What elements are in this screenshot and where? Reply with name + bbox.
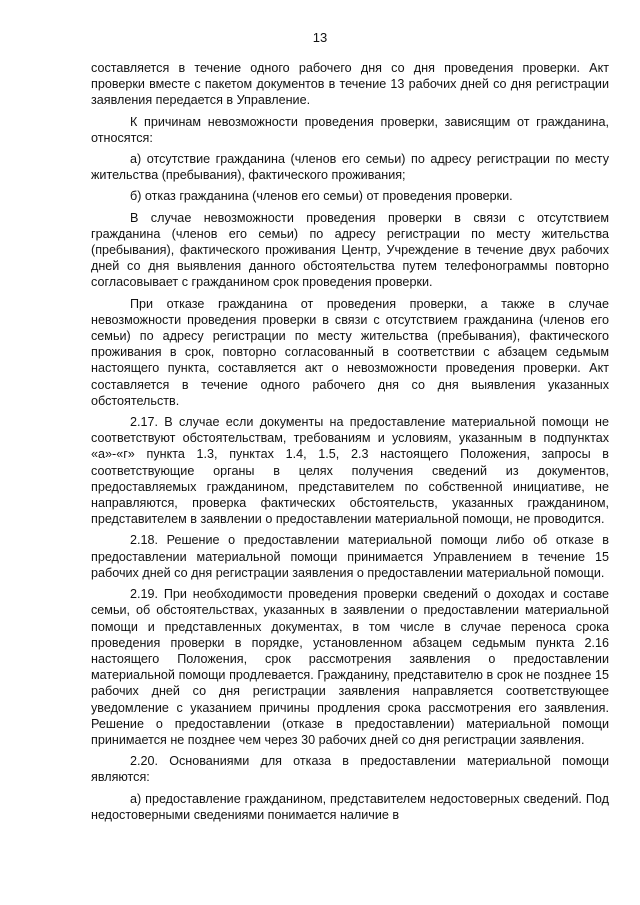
paragraph-2-20: 2.20. Основаниями для отказа в предоставлении материальной помощи являются: — [91, 754, 609, 785]
paragraph-refusal-case: При отказе гражданина от проведения проверки, а также в случае невозможности проведения проверки в связи с отсутствием гражданина (членов его семьи) по адресу регистрации по месту жительства (пребывания), фактического проживания в срок, повторно согласованный в соответствии с абзацем седьмым настоящего пункта, составляется акт о невозможности проведения проверки. Акт составляется в течение одного рабочего дня со дня выявления указанных обстоятельств. — [91, 296, 609, 408]
paragraph-reason-a: а) отсутствие гражданина (членов его семьи) по адресу регистрации по месту жительства (пребывания), фактического проживания; — [91, 152, 609, 183]
paragraph-2-17: 2.17. В случае если документы на предоставление материальной помощи не соответствуют обстоятельствам, требованиям и условиям, указанным в подпунктах «а»-«г» пункта 1.3, пунктах 1.4, 1.5, 2.3 настоящего Положения, запросы в соответствующие органы в целях получения сведений из документов, предоставляемых гражданином, представителем по собственной инициативе, не направляются, проверка фактических обстоятельств, указанных гражданином, представителем в заявлении о предоставлении материальной помощи, не проводится. — [91, 415, 609, 527]
paragraph-refusal-ground-a: а) предоставление гражданином, представителем недостоверных сведений. Под недостоверными сведениями понимается наличие в — [91, 791, 609, 822]
paragraph-continuation: составляется в течение одного рабочего дня со дня проведения проверки. Акт проверки вместе с пакетом документов в течение 13 рабочих дней со дня регистрации заявления передается в Управление. — [91, 61, 609, 108]
paragraph-2-19: 2.19. При необходимости проведения проверки сведений о доходах и составе семьи, об обстоятельствах, указанных в заявлении о предоставлении материальной помощи и представленных документах, в том числе в случае переноса срока проведения проверки в порядке, установленном абзацем седьмым пункта 2.16 настоящего Положения, срок рассмотрения заявления о предоставлении материальной помощи продлевается. Гражданину, представителю в срок не позднее 15 рабочих дней со дня регистрации заявления направляется соответствующее уведомление с указанием причины продления срока рассмотрения его заявления. Решение о предоставлении (отказе в предоставлении) материальной помощи принимается не позднее чем через 30 рабочих дней со дня регистрации заявления. — [91, 587, 609, 747]
paragraph-absence-case: В случае невозможности проведения проверки в связи с отсутствием гражданина (членов его семьи) по адресу регистрации по месту жительства (пребывания), фактического проживания Центр, Учреждение в течение двух рабочих дней со дня выявления данного обстоятельства путем телефонограммы повторно согласовывает с гражданином срок проведения проверки. — [91, 210, 609, 290]
paragraph-reason-b: б) отказ гражданина (членов его семьи) от проведения проверки. — [130, 189, 513, 204]
page-number: 13 — [312, 30, 328, 45]
document-body — [91, 60, 609, 828]
paragraph-reasons-intro: К причинам невозможности проведения проверки, зависящим от гражданина, относятся: — [91, 114, 609, 145]
paragraph-2-18: 2.18. Решение о предоставлении материальной помощи либо об отказе в предоставлении материальной помощи принимается Управлением в течение 15 рабочих дней со дня регистрации заявления о предоставлении материальной помощи. — [91, 533, 609, 580]
